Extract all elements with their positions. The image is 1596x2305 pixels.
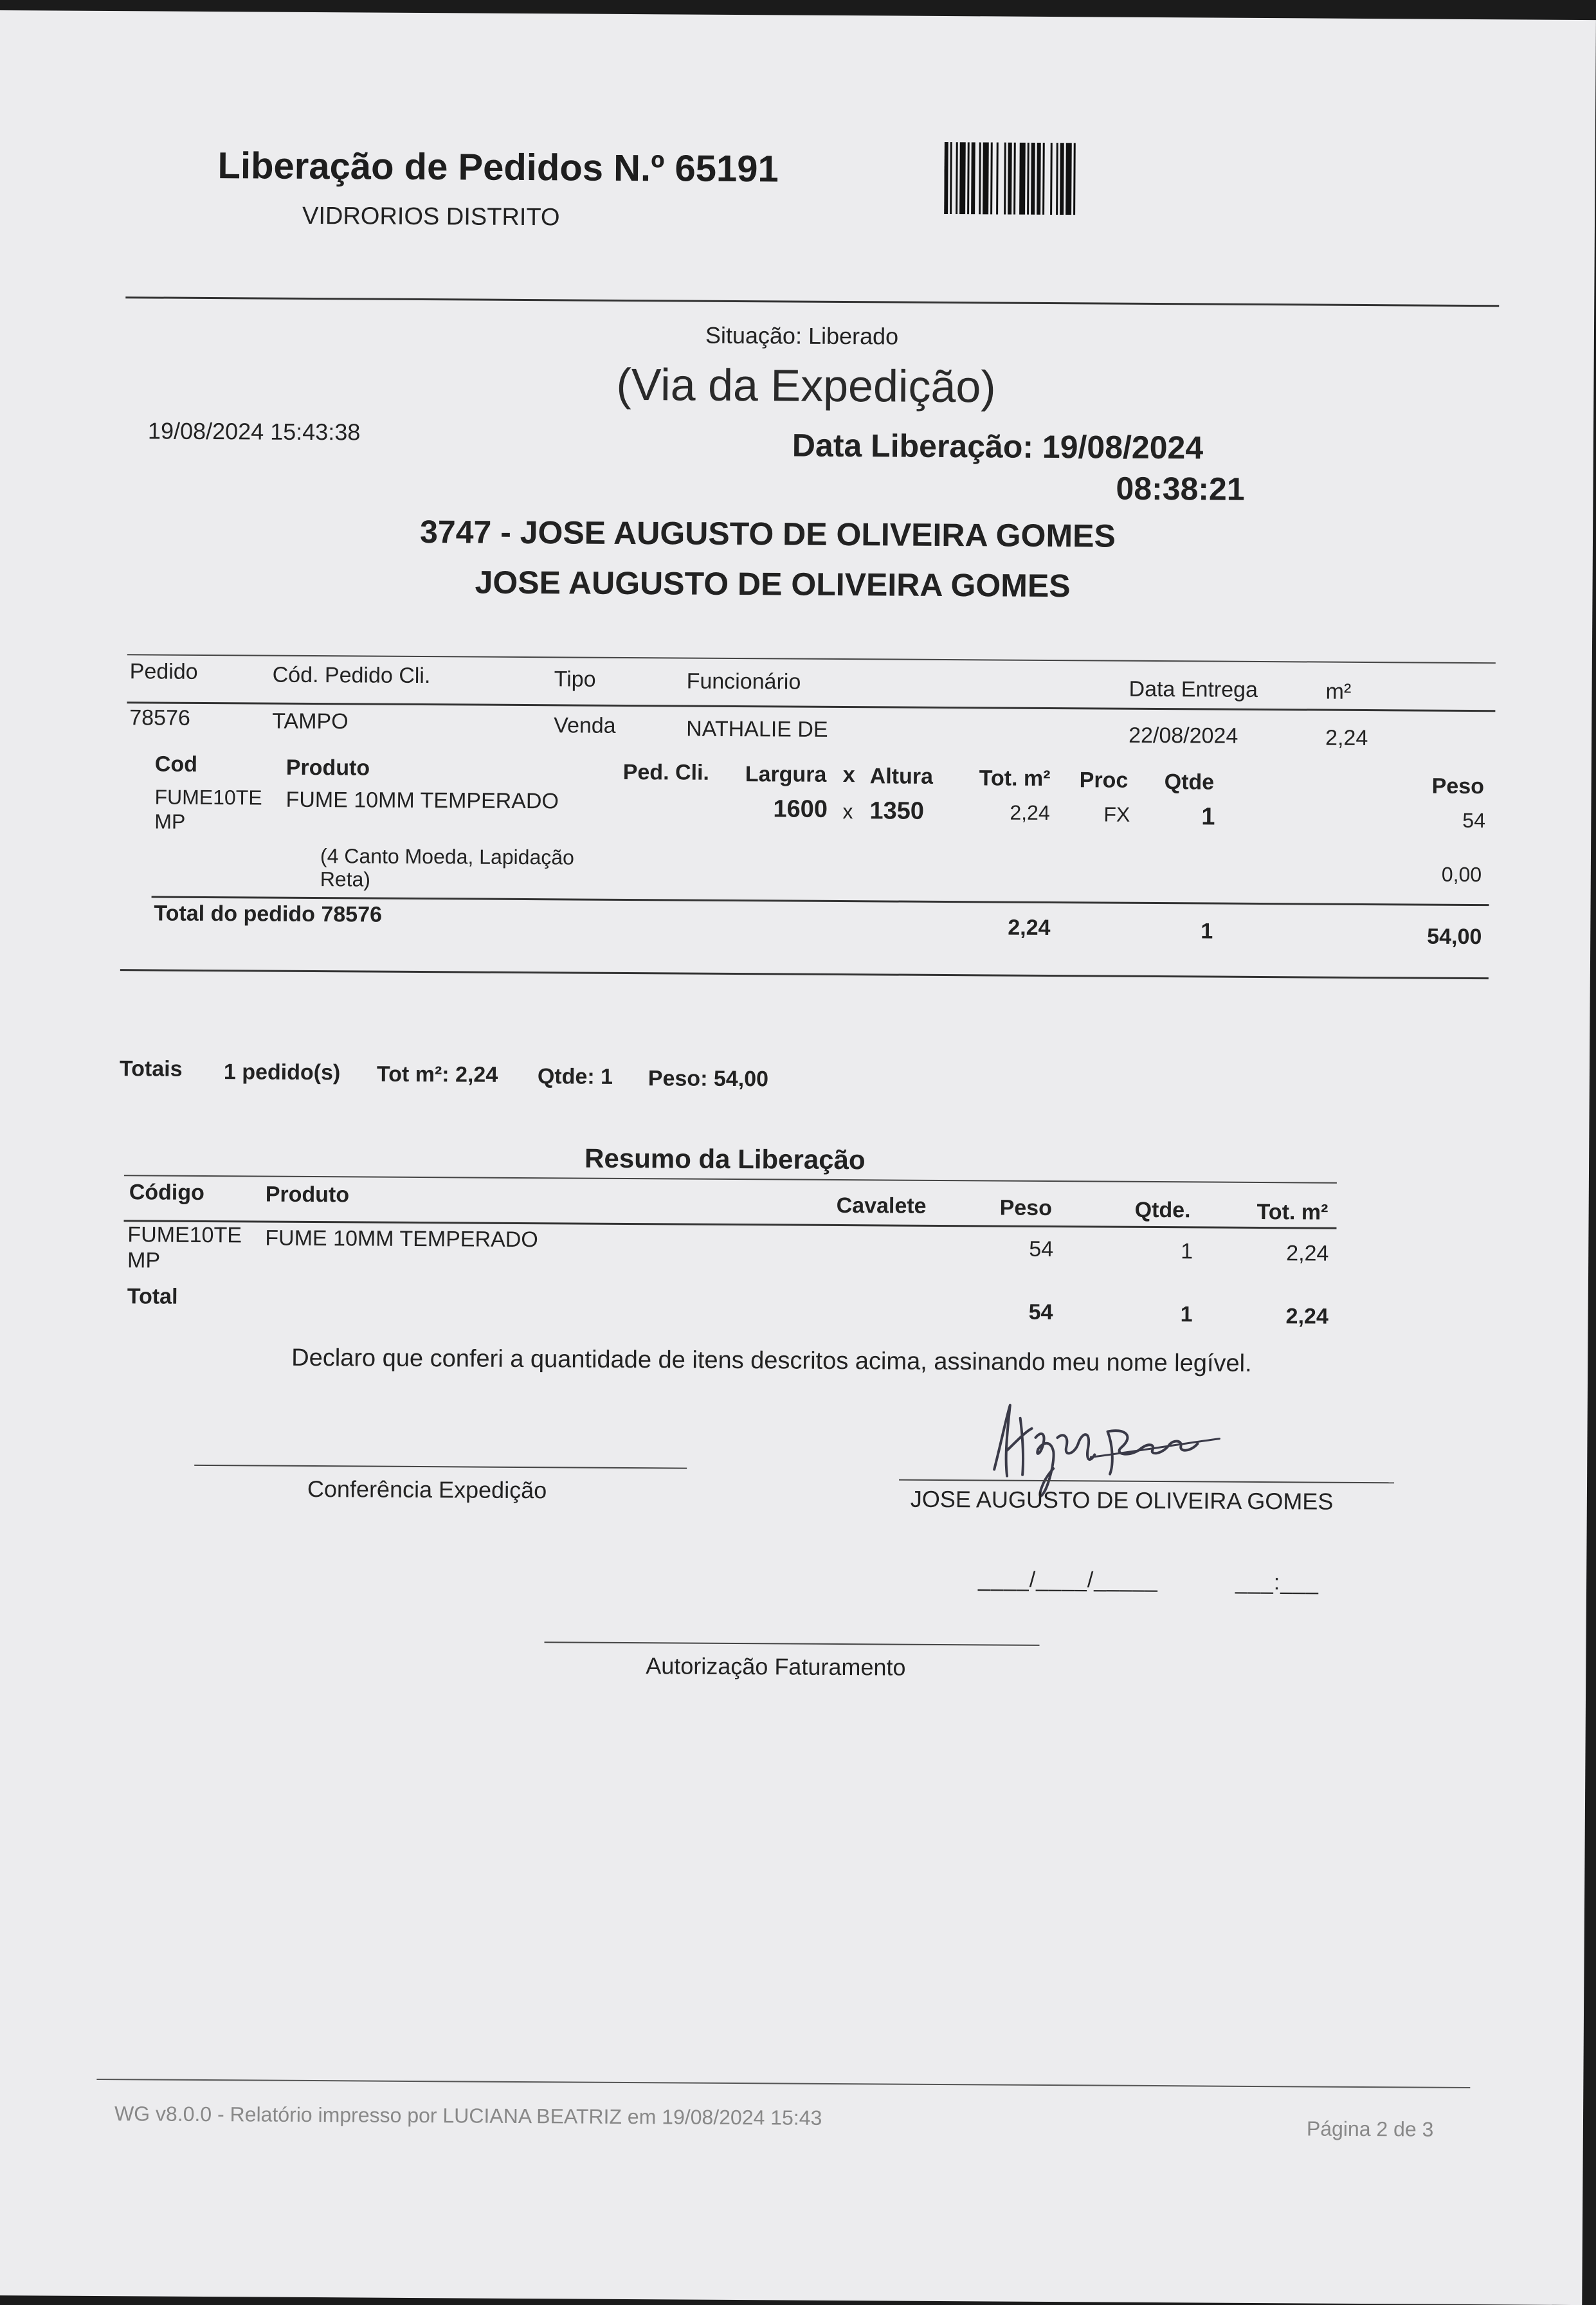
barcode-bar: [990, 142, 993, 214]
order-total-qtde: 1: [1201, 919, 1213, 944]
barcode-bar: [956, 142, 958, 214]
totais-peso: Peso: 54,00: [648, 1066, 769, 1092]
resumo-total-peso: 54: [1028, 1299, 1053, 1325]
autorizacao-signature-line: [545, 1641, 1040, 1646]
footer-rule: [96, 2079, 1470, 2088]
via-label: (Via da Expedição): [616, 359, 996, 412]
order-pedido: 78576: [129, 705, 190, 730]
barcode-bar: [979, 142, 981, 214]
col-header-funcionario: Funcionário: [686, 669, 801, 694]
item-cod-line2: MP: [154, 809, 186, 833]
item-altura: 1350: [869, 797, 925, 825]
totais-pedidos: 1 pedido(s): [223, 1060, 341, 1085]
order-table-top-rule: [127, 654, 1496, 664]
client-code-name: 3747 - JOSE AUGUSTO DE OLIVEIRA GOMES: [419, 514, 1116, 554]
resumo-peso: 54: [1029, 1236, 1054, 1262]
resumo-header-cavalete: Cavalete: [836, 1193, 927, 1218]
document-title: Liberação de Pedidos N.º 65191: [217, 145, 779, 190]
item-header-largura: Largura: [745, 762, 827, 787]
client-name: JOSE AUGUSTO DE OLIVEIRA GOMES: [475, 564, 1071, 604]
barcode-bar: [971, 142, 975, 214]
barcode-bar: [996, 142, 999, 214]
resumo-codigo-line1: FUME10TE: [127, 1222, 242, 1248]
barcode-bar: [1004, 143, 1006, 215]
client-signature-name: JOSE AUGUSTO DE OLIVEIRA GOMES: [910, 1485, 1334, 1515]
barcode-bar: [1019, 143, 1026, 215]
item-largura: 1600: [773, 795, 828, 823]
item-proc: FX: [1103, 802, 1130, 826]
item-header-altura: Altura: [869, 764, 934, 789]
order-data-entrega: 22/08/2024: [1129, 723, 1238, 748]
item-header-produto: Produto: [286, 755, 370, 781]
barcode-bar: [1056, 143, 1058, 215]
barcode-bar: [1027, 143, 1029, 215]
barcode-bar: [1008, 143, 1012, 215]
totais-label: Totais: [119, 1056, 183, 1081]
order-total-label: Total do pedido 78576: [154, 901, 383, 927]
barcode-bar: [1060, 143, 1064, 215]
col-header-cod-pedido-cli: Cód. Pedido Cli.: [272, 662, 431, 689]
status-text: Situação: Liberado: [705, 321, 899, 350]
barcode-bar: [983, 142, 989, 214]
time-blank: ___:___: [1235, 1569, 1319, 1595]
resumo-total-qtde: 1: [1180, 1302, 1193, 1327]
item-header-x: x: [842, 763, 855, 788]
item-header-tot-m2: Tot. m²: [979, 766, 1051, 791]
item-qtde: 1: [1201, 803, 1215, 831]
resumo-qtde: 1: [1181, 1239, 1193, 1264]
item-note-line1: (4 Canto Moeda, Lapidação: [320, 844, 575, 869]
totais-tot-m2: Tot m²: 2,24: [376, 1062, 498, 1087]
order-funcionario: NATHALIE DE: [686, 716, 828, 742]
order-m2: 2,24: [1325, 725, 1368, 751]
header-divider: [125, 296, 1499, 307]
conferencia-signature-line: [194, 1465, 687, 1469]
col-header-data-entrega: Data Entrega: [1129, 676, 1258, 702]
item-peso: 54: [1462, 808, 1486, 833]
barcode-bar: [1073, 143, 1076, 215]
item-note-line2: Reta): [320, 867, 371, 891]
barcode-icon: [944, 142, 1184, 215]
item-header-qtde: Qtde: [1164, 770, 1215, 795]
item-note-peso: 0,00: [1441, 862, 1482, 887]
col-header-tipo: Tipo: [554, 667, 596, 692]
barcode-bar: [1050, 143, 1053, 215]
footer-print-info: WG v8.0.0 - Relatório impresso por LUCIANA BEATRIZ em 19/08/2024 15:43: [114, 2102, 822, 2129]
autorizacao-label: Autorização Faturamento: [646, 1652, 906, 1681]
document-page: [0, 10, 1596, 2305]
item-header-cod: Cod: [154, 752, 198, 777]
resumo-total-tot-m2: 2,24: [1285, 1304, 1328, 1329]
order-total-m2: 2,24: [1008, 915, 1051, 941]
item-x: x: [842, 800, 853, 824]
resumo-tot-m2: 2,24: [1286, 1241, 1329, 1266]
barcode-bar: [1013, 143, 1016, 215]
date-blank: ____/____/_____: [978, 1567, 1158, 1593]
barcode-bar: [1066, 143, 1072, 215]
release-time: 08:38:21: [1116, 470, 1245, 507]
conferencia-label: Conferência Expedição: [307, 1475, 547, 1504]
barcode-bar: [1037, 143, 1041, 215]
resumo-header-tot-m2: Tot. m²: [1256, 1199, 1328, 1225]
barcode-bar: [967, 142, 970, 214]
item-produto: FUME 10MM TEMPERADO: [286, 787, 559, 814]
resumo-total-label: Total: [127, 1284, 178, 1309]
footer-page-number: Página 2 de 3: [1306, 2117, 1434, 2141]
resumo-header-codigo: Código: [129, 1180, 204, 1205]
item-cod-line1: FUME10TE: [154, 785, 262, 809]
item-tot-m2: 2,24: [1010, 800, 1050, 824]
item-header-peso: Peso: [1431, 773, 1485, 799]
barcode-bar: [1042, 143, 1045, 215]
order-section-divider: [120, 969, 1489, 979]
col-header-pedido: Pedido: [129, 659, 198, 684]
barcode-bar: [959, 142, 966, 214]
resumo-header-qtde: Qtde.: [1134, 1197, 1191, 1223]
resumo-codigo-line2: MP: [127, 1248, 161, 1273]
order-tipo: Venda: [554, 713, 616, 738]
company-name: VIDRORIOS DISTRITO: [302, 202, 560, 231]
col-header-m2: m²: [1325, 679, 1352, 704]
order-cod-pedido-cli: TAMPO: [272, 709, 349, 734]
order-total-peso: 54,00: [1427, 924, 1482, 950]
resumo-produto: FUME 10MM TEMPERADO: [265, 1225, 538, 1252]
resumo-title: Resumo da Liberação: [584, 1143, 866, 1175]
resumo-header-peso: Peso: [999, 1195, 1053, 1221]
item-header-proc: Proc: [1079, 768, 1129, 793]
barcode-bar: [950, 142, 952, 214]
release-date: Data Liberação: 19/08/2024: [792, 427, 1204, 466]
print-datetime: 19/08/2024 15:43:38: [147, 417, 361, 446]
barcode-bar: [944, 142, 948, 214]
item-header-ped-cli: Ped. Cli.: [622, 759, 710, 785]
resumo-header-produto: Produto: [265, 1182, 350, 1207]
barcode-bar: [1031, 143, 1035, 215]
declaration-text: Declaro que conferi a quantidade de itens descritos acima, assinando meu nome legível.: [291, 1344, 1252, 1377]
totais-qtde: Qtde: 1: [537, 1064, 613, 1089]
